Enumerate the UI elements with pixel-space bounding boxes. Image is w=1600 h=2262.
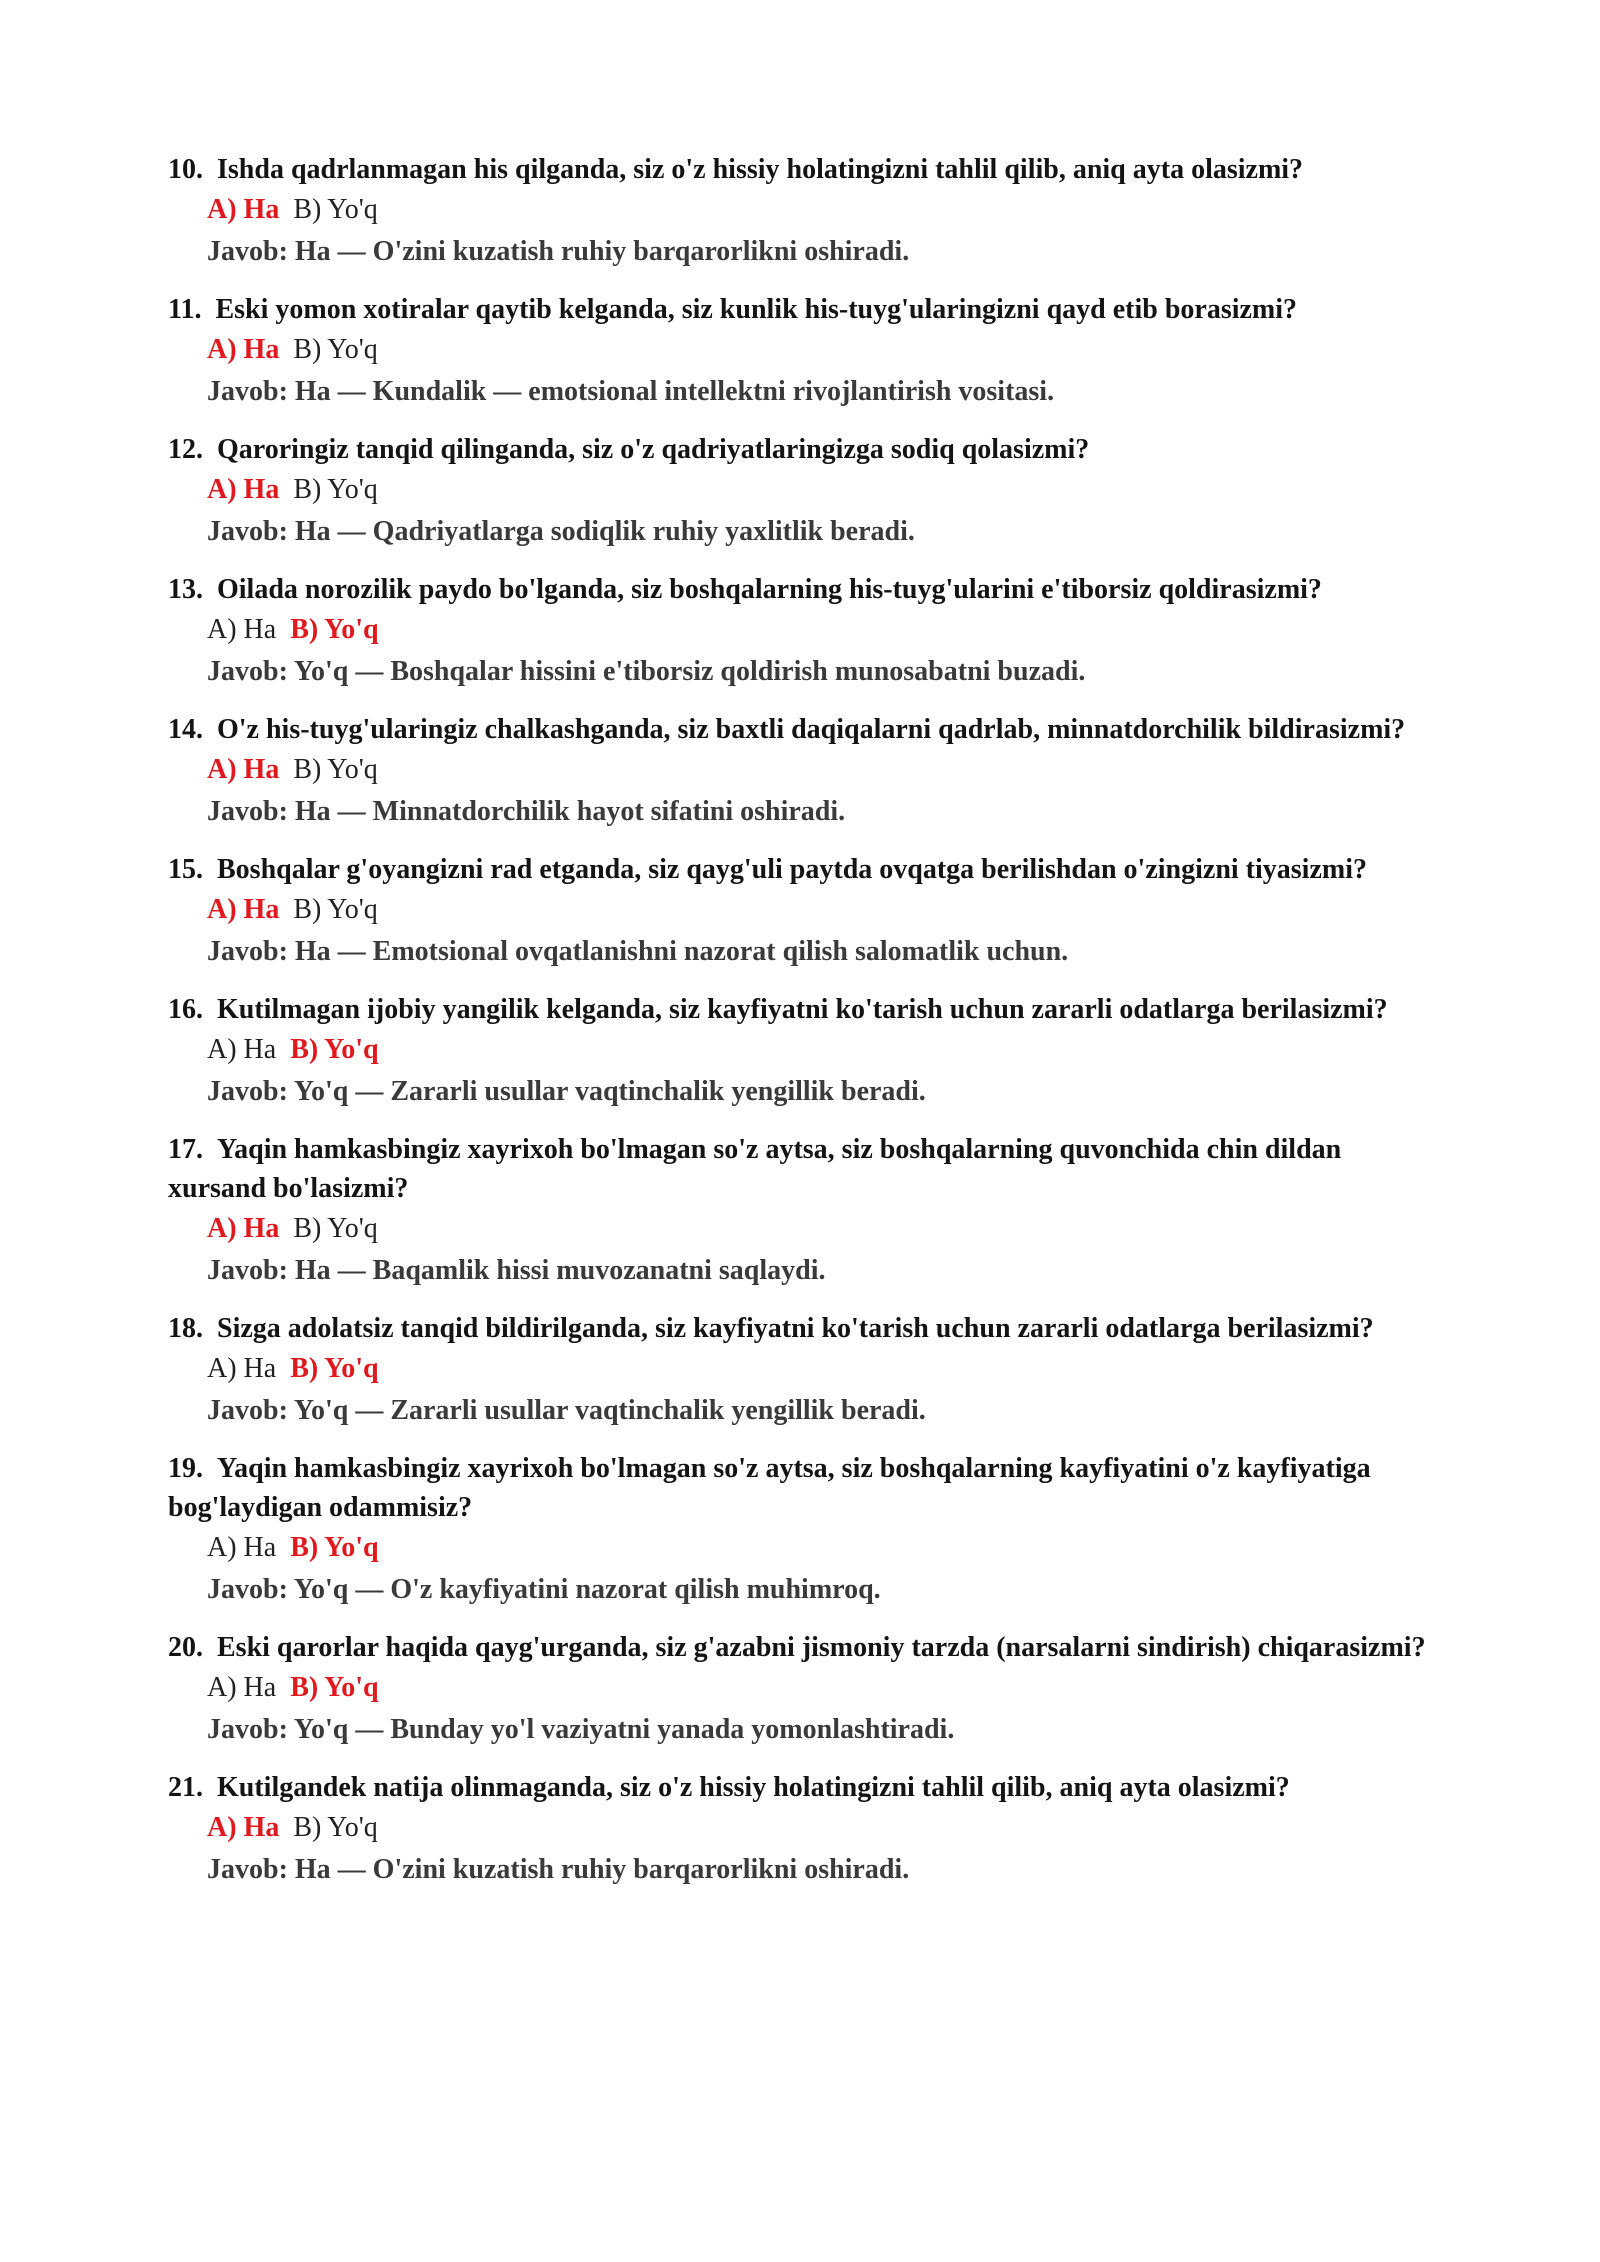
answer-explanation: Javob: Yo'q — Zararli usullar vaqtinchalik yengillik beradi. — [207, 1395, 926, 1426]
answer-explanation: Javob: Ha — O'zini kuzatish ruhiy barqarorlikni oshiradi. — [207, 236, 910, 267]
answer-options — [207, 1527, 1443, 1569]
question-number: 20. — [168, 1632, 203, 1663]
answer-explanation: Javob: Ha — Emotsional ovqatlanishni nazorat qilish salomatlik uchun. — [207, 936, 1069, 967]
question-heading — [168, 570, 1443, 609]
option-a: A) Ha — [207, 1672, 277, 1703]
answer-explanation: Javob: Yo'q — Zararli usullar vaqtinchalik yengillik beradi. — [207, 1076, 926, 1107]
question-item — [168, 290, 1443, 413]
answer-options — [207, 1208, 1443, 1250]
question-number: 10. — [168, 154, 203, 185]
option-a: A) Ha — [207, 194, 280, 225]
option-b: B) Yo'q — [290, 1532, 379, 1563]
option-b: B) Yo'q — [290, 1353, 379, 1384]
question-text: Qaroringiz tanqid qilinganda, siz o'z qadriyatlaringizga sodiq qolasizmi? — [217, 434, 1090, 465]
question-text: Eski qarorlar haqida qayg'urganda, siz g'azabni jismoniy tarzda (narsalarni sindirish) chiqarasizmi? — [217, 1632, 1426, 1663]
option-b: B) Yo'q — [290, 614, 379, 645]
answer-explanation: Javob: Ha — Minnatdorchilik hayot sifatini oshiradi. — [207, 796, 846, 827]
question-item — [168, 1768, 1443, 1891]
answer-options — [207, 1807, 1443, 1849]
answer-options — [207, 469, 1443, 511]
question-item — [168, 1130, 1443, 1292]
question-number: 12. — [168, 434, 203, 465]
question-item — [168, 1628, 1443, 1751]
option-b: B) Yo'q — [293, 754, 378, 785]
question-text: Kutilgandek natija olinmaganda, siz o'z hissiy holatingizni tahlil qilib, aniq ayta olasizmi? — [217, 1772, 1290, 1803]
option-a: A) Ha — [207, 1353, 277, 1384]
question-heading — [168, 990, 1443, 1029]
answer-options — [207, 189, 1443, 231]
question-text: Yaqin hamkasbingiz xayrixoh bo'lmagan so'z aytsa, siz boshqalarning quvonchida chin dildan xursand bo'lasizmi? — [168, 1134, 1342, 1204]
option-a: A) Ha — [207, 1034, 277, 1065]
answer-explanation: Javob: Yo'q — O'z kayfiyatini nazorat qilish muhimroq. — [207, 1574, 881, 1605]
answer-options — [207, 749, 1443, 791]
question-text: Yaqin hamkasbingiz xayrixoh bo'lmagan so'z aytsa, siz boshqalarning kayfiyatini o'z kayfiyatiga bog'laydigan odammisiz? — [168, 1453, 1371, 1523]
option-b: B) Yo'q — [293, 334, 378, 365]
question-item — [168, 1309, 1443, 1432]
question-number: 15. — [168, 854, 203, 885]
question-number: 17. — [168, 1134, 203, 1165]
question-item — [168, 710, 1443, 833]
question-text: Sizga adolatsiz tanqid bildirilganda, siz kayfiyatni ko'tarish uchun zararli odatlarga berilasizmi? — [217, 1313, 1374, 1344]
question-number: 18. — [168, 1313, 203, 1344]
option-a: A) Ha — [207, 1532, 277, 1563]
option-b: B) Yo'q — [293, 194, 378, 225]
answer-options — [207, 1029, 1443, 1071]
option-b: B) Yo'q — [293, 894, 378, 925]
question-item — [168, 150, 1443, 273]
answer-options — [207, 1348, 1443, 1390]
option-a: A) Ha — [207, 894, 280, 925]
option-a: A) Ha — [207, 474, 280, 505]
answer-options — [207, 609, 1443, 651]
question-heading — [168, 850, 1443, 889]
question-item — [168, 430, 1443, 553]
question-heading — [168, 430, 1443, 469]
option-b: B) Yo'q — [293, 474, 378, 505]
option-a: A) Ha — [207, 1812, 280, 1843]
option-a: A) Ha — [207, 1213, 280, 1244]
question-number: 19. — [168, 1453, 203, 1484]
question-text: Eski yomon xotiralar qaytib kelganda, siz kunlik his-tuyg'ularingizni qayd etib borasizmi? — [215, 294, 1298, 325]
option-a: A) Ha — [207, 334, 280, 365]
option-a: A) Ha — [207, 754, 280, 785]
question-heading — [168, 1309, 1443, 1348]
question-item — [168, 1449, 1443, 1611]
answer-explanation: Javob: Ha — Qadriyatlarga sodiqlik ruhiy yaxlitlik beradi. — [207, 516, 915, 547]
question-text: Boshqalar g'oyangizni rad etganda, siz qayg'uli paytda ovqatga berilishdan o'zingizni tiyasizmi? — [217, 854, 1367, 885]
question-item — [168, 850, 1443, 973]
answer-explanation: Javob: Ha — Baqamlik hissi muvozanatni saqlaydi. — [207, 1255, 826, 1286]
question-heading — [168, 290, 1443, 329]
option-a: A) Ha — [207, 614, 277, 645]
answer-explanation: Javob: Ha — O'zini kuzatish ruhiy barqarorlikni oshiradi. — [207, 1854, 910, 1885]
question-heading — [168, 1628, 1443, 1667]
answer-explanation: Javob: Yo'q — Bunday yo'l vaziyatni yanada yomonlashtiradi. — [207, 1714, 955, 1745]
option-b: B) Yo'q — [290, 1672, 379, 1703]
question-heading — [168, 1768, 1443, 1807]
answer-options — [207, 329, 1443, 371]
question-heading — [168, 710, 1443, 749]
question-number: 16. — [168, 994, 203, 1025]
question-heading — [168, 1449, 1443, 1527]
option-b: B) Yo'q — [293, 1812, 378, 1843]
option-b: B) Yo'q — [293, 1213, 378, 1244]
question-number: 13. — [168, 574, 203, 605]
answer-explanation: Javob: Yo'q — Boshqalar hissini e'tiborsiz qoldirish munosabatni buzadi. — [207, 656, 1086, 687]
question-number: 11. — [168, 294, 202, 325]
question-number: 21. — [168, 1772, 203, 1803]
question-text: Kutilmagan ijobiy yangilik kelganda, siz kayfiyatni ko'tarish uchun zararli odatlarga berilasizmi? — [217, 994, 1388, 1025]
option-b: B) Yo'q — [290, 1034, 379, 1065]
answer-options — [207, 889, 1443, 931]
question-text: O'z his-tuyg'ularingiz chalkashganda, siz baxtli daqiqalarni qadrlab, minnatdorchilik bildirasizmi? — [217, 714, 1406, 745]
question-heading — [168, 1130, 1443, 1208]
question-item — [168, 570, 1443, 693]
question-text: Oilada norozilik paydo bo'lganda, siz boshqalarning his-tuyg'ularini e'tiborsiz qoldirasizmi? — [217, 574, 1322, 605]
question-list — [168, 150, 1443, 1908]
question-item — [168, 990, 1443, 1113]
answer-explanation: Javob: Ha — Kundalik — emotsional intellektni rivojlantirish vositasi. — [207, 376, 1055, 407]
question-text: Ishda qadrlanmagan his qilganda, siz o'z hissiy holatingizni tahlil qilib, aniq ayta olasizmi? — [217, 154, 1304, 185]
answer-options — [207, 1667, 1443, 1709]
question-number: 14. — [168, 714, 203, 745]
question-heading — [168, 150, 1443, 189]
